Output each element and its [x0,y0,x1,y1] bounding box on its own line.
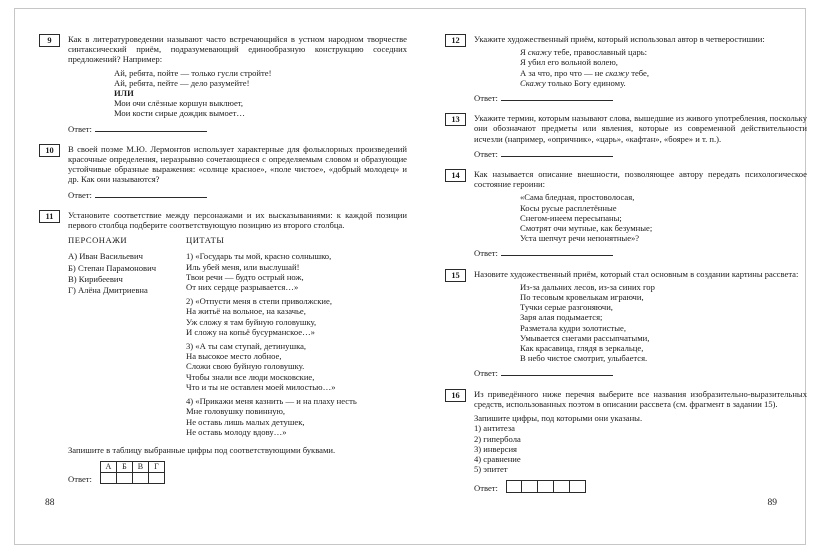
verse-line: Ай, ребята, пейте — дело разумейте! [114,77,250,88]
verse-line: Не оставь молоду вдову…» [186,426,287,437]
verse-line: Косы русые расплетённые [520,202,617,213]
question-12-answer [474,93,807,103]
question-9-quote [114,68,407,119]
verse-line: Скажу только Богу единому. [520,77,626,88]
verse-line: Разметала кудри золотистые, [520,322,627,333]
answer-table-cell [148,473,164,484]
verse-line: Смотрят очи мутные, как безумные; [520,223,653,234]
answer-blank [95,124,207,132]
question-11-text: Установите соответствие между персонажами и их высказываниями: к каждой позиции первого столбца подберите соответствующую позицию из второго столбца. [68,209,407,231]
or-separator: ИЛИ [114,88,134,99]
question-12-quote [520,47,807,88]
question-16-number-box: 16 [445,389,466,402]
question-14-quote [520,192,807,243]
question-16-options [474,423,807,474]
answer-cell [570,480,586,493]
answer-table [100,461,165,484]
quotes-column [186,235,407,441]
page-number-right: 89 [767,498,777,508]
answer-blank [501,368,613,376]
quote-group-2 [186,296,407,337]
character-item: Г) Алёна Дмитриевна [68,285,148,296]
question-16-instruction: Запишите цифры, под которыми они указаны. [474,413,643,424]
question-15-answer [474,368,807,378]
answer-table-header: Г [148,462,164,473]
character-item: В) Кирибеевич [68,273,123,284]
question-10-answer [68,190,407,200]
right-page [445,34,807,503]
question-11-answer [68,461,407,484]
question-11-number-box: 11 [39,210,60,223]
question-14-answer [474,248,807,258]
answer-label: Ответ: [474,368,498,379]
question-10-number-box: 10 [39,144,60,157]
answer-cell [506,480,522,493]
verse-line: И сложу на копьё бусурманское…» [186,326,315,337]
verse-line: 3) «А ты сам ступай, детинушка, [186,341,307,352]
answer-cell [554,480,570,493]
question-12-number-box: 12 [445,34,466,47]
verse-line: Ай, ребята, пойте — только гусли стройте! [114,67,272,78]
answer-label: Ответ: [68,189,92,200]
question-12-text: Укажите художественный приём, который использовал автор в четверостишии: [474,34,765,44]
verse-line: 1) «Государь ты мой, красно солнышко, [186,251,332,262]
answer-label: Ответ: [474,148,498,159]
verse-line: Уста шепчут речи непонятные»? [520,233,640,244]
answer-label: Ответ: [474,483,498,494]
verse-line: Заря алая подымается; [520,312,603,323]
quote-group-4 [186,396,407,437]
quote-group-3 [186,341,407,392]
verse-line: 4) «Прикажи меня казнить — и на плаху несть [186,396,357,407]
answer-table-cell [132,473,148,484]
question-13-answer [474,149,807,159]
quotes-header: ЦИТАТЫ [186,235,225,246]
verse-line: Мне головушку повинную, [186,406,286,417]
question-9-answer [68,124,407,134]
question-16 [445,389,807,494]
answer-table-cell [100,473,116,484]
verse-line: Я убил его вольной волею, [520,57,618,68]
character-item: Б) Степан Парамонович [68,262,157,273]
question-9 [39,34,407,134]
verse-line: Снегом-инеем пересыпаны; [520,212,622,223]
answer-cell [522,480,538,493]
question-16-text: Из приведённого ниже перечня выберите все названия изобразительно-выразительных средств, использованных поэтом в описании рассвета (см. фрагмент в задании 15). [474,388,807,409]
question-14-text: Как называется описание внешности, позволяющее автору передать психологическое состояние героини: [474,169,807,190]
answer-blank [95,190,207,198]
question-13-text: Укажите термин, которым называют слова, вышедшие из живого употребления, поскольку они обозначают предметы или явления, которые из современной действительности исчезли (например, «опричник», «царь», «кафтан», «бояре» и т. п.). [474,113,807,144]
option-item: 4) сравнение [474,453,521,464]
characters-column [68,235,186,441]
question-15 [445,269,807,379]
question-9-number-box: 9 [39,34,60,47]
answer-label: Ответ: [474,248,498,259]
matching-columns [68,235,407,441]
quote-group-1 [186,251,407,292]
question-11-instruction: Запишите в таблицу выбранные цифры под соответствующими буквами. [68,444,336,455]
option-item: 3) инверсия [474,443,517,454]
answer-cells [506,480,586,493]
verse-line: Твои речи — будто острый нож, [186,271,304,282]
answer-table-header: А [100,462,116,473]
verse-line: Чтобы знали все люди московские, [186,371,315,382]
verse-line: Сложи свою буйную головушку. [186,361,305,372]
question-13-number-box: 13 [445,113,466,126]
verse-line: Что и ты не оставлен моей милостью…» [186,381,336,392]
verse-line: В небо чистое смотрит, улыбается. [520,353,648,364]
verse-line: 2) «Отпусти меня в степи приволжские, [186,296,332,307]
left-page [39,34,407,494]
verse-line: А за что, про что — не скажу тебе, [520,67,650,78]
verse-line: Тучки серые разгоняючи, [520,302,613,313]
question-10-text: В своей поэме М.Ю. Лермонтов использует характерные для фольклорных произведений красочные определения, неразрывно сочетающиеся с определяемым словом и образующие устойчивые образные выражения: «солнце красное», «поле чистое», «добрый молодец» и др. Как они называются? [68,143,407,185]
verse-line: По тесовым кровелькам играючи, [520,292,644,303]
verse-line: От них сердце разрывается…» [186,282,299,293]
question-14 [445,169,807,259]
question-16-answer [474,480,807,493]
answer-label: Ответ: [68,123,92,134]
question-9-text: Как в литературоведении называют часто встречающийся в устном народном творчестве синтаксический приём, подразумевающий единообразную конструкцию соседних предложений? Например: [68,34,407,65]
answer-table-cell [116,473,132,484]
verse-line: Не оставь лишь малых детушек, [186,416,305,427]
verse-line: Уж сложу я там буйную головушку, [186,316,317,327]
answer-blank [501,149,613,157]
answer-blank [501,93,613,101]
verse-line: На высокое место лобное, [186,351,282,362]
question-11 [39,210,407,484]
question-12 [445,34,807,103]
character-item: А) Иван Васильевич [68,251,143,262]
question-13 [445,113,807,159]
answer-cell [538,480,554,493]
verse-line: Как красавица, глядя в зеркальце, [520,343,644,354]
verse-line: На житьё на вольное, на казачье, [186,306,306,317]
option-item: 2) гипербола [474,433,521,444]
question-14-number-box: 14 [445,169,466,182]
answer-table-header: В [132,462,148,473]
answer-label: Ответ: [474,93,498,104]
question-15-number-box: 15 [445,269,466,282]
verse-line: Мои кости сирые дождик вымоет… [114,108,246,119]
question-15-quote [520,282,807,364]
question-10 [39,144,407,200]
option-item: 5) эпитет [474,464,508,475]
verse-line: Я скажу тебе, православный царь: [520,47,648,58]
verse-line: «Сама бледная, простоволосая, [520,192,635,203]
verse-line: Иль убей меня, или выслушай! [186,261,300,272]
verse-line: Из-за дальних лесов, из-за синих гор [520,281,655,292]
answer-blank [501,248,613,256]
page-number-left: 88 [45,498,55,508]
answer-table-header: Б [116,462,132,473]
question-15-text: Назовите художественный приём, который стал основным в создании картины рассвета: [474,268,799,279]
answer-label: Ответ: [68,473,92,484]
characters-header: ПЕРСОНАЖИ [68,235,128,246]
book-spread [14,8,806,545]
verse-line: Умывается снегами рассыпчатыми, [520,332,650,343]
option-item: 1) антитеза [474,423,515,434]
verse-line: Мои очи слёзные коршун выклюет, [114,98,244,109]
